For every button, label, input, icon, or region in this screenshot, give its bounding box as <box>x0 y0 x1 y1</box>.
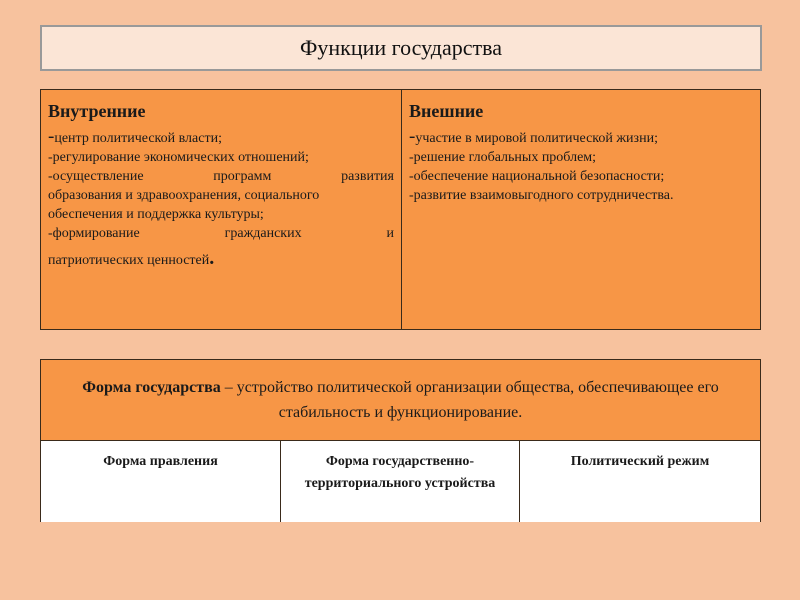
internal-function-item: обеспечения и поддержка культуры; <box>48 207 264 222</box>
external-functions-heading: Внешние <box>409 101 484 121</box>
external-function-item: -участие в мировой политической жизни; <box>409 126 658 147</box>
functions-table <box>40 89 761 330</box>
territorial-structure-cell: Форма государственно-территориального устройства <box>281 441 520 522</box>
external-function-item: -развитие взаимовыгодного сотрудничества. <box>409 188 674 203</box>
state-form-table <box>40 359 761 522</box>
internal-function-item: -регулирование экономических отношений; <box>48 150 309 165</box>
slide-title: Функции государства <box>40 25 762 71</box>
state-form-definition-text: – устройство политической организации общества, обеспечивающее его стабильность и функционирование. <box>220 379 719 421</box>
state-form-components-row <box>41 441 760 522</box>
external-function-item: -обеспечение национальной безопасности; <box>409 169 665 184</box>
external-function-item: -решение глобальных проблем; <box>409 150 597 165</box>
internal-function-item <box>48 249 394 270</box>
state-form-definition <box>41 360 760 441</box>
political-regime-cell: Политический режим <box>570 454 710 469</box>
internal-function-item-text: патриотических ценностей <box>48 253 210 268</box>
state-form-term: Форма государства <box>82 379 221 396</box>
internal-functions-heading: Внутренние <box>48 101 146 121</box>
external-functions-column <box>402 90 760 329</box>
internal-function-item: -осуществление программ развития <box>48 169 394 184</box>
internal-function-item: -формирование гражданских и <box>48 226 394 241</box>
internal-function-item: -центр политической власти; <box>48 126 222 147</box>
internal-function-item: образования и здравоохранения, социального <box>48 188 320 203</box>
form-of-government-cell: Форма правления <box>41 441 281 522</box>
internal-function-item-dot: . <box>209 247 215 269</box>
internal-functions-column <box>41 90 402 329</box>
